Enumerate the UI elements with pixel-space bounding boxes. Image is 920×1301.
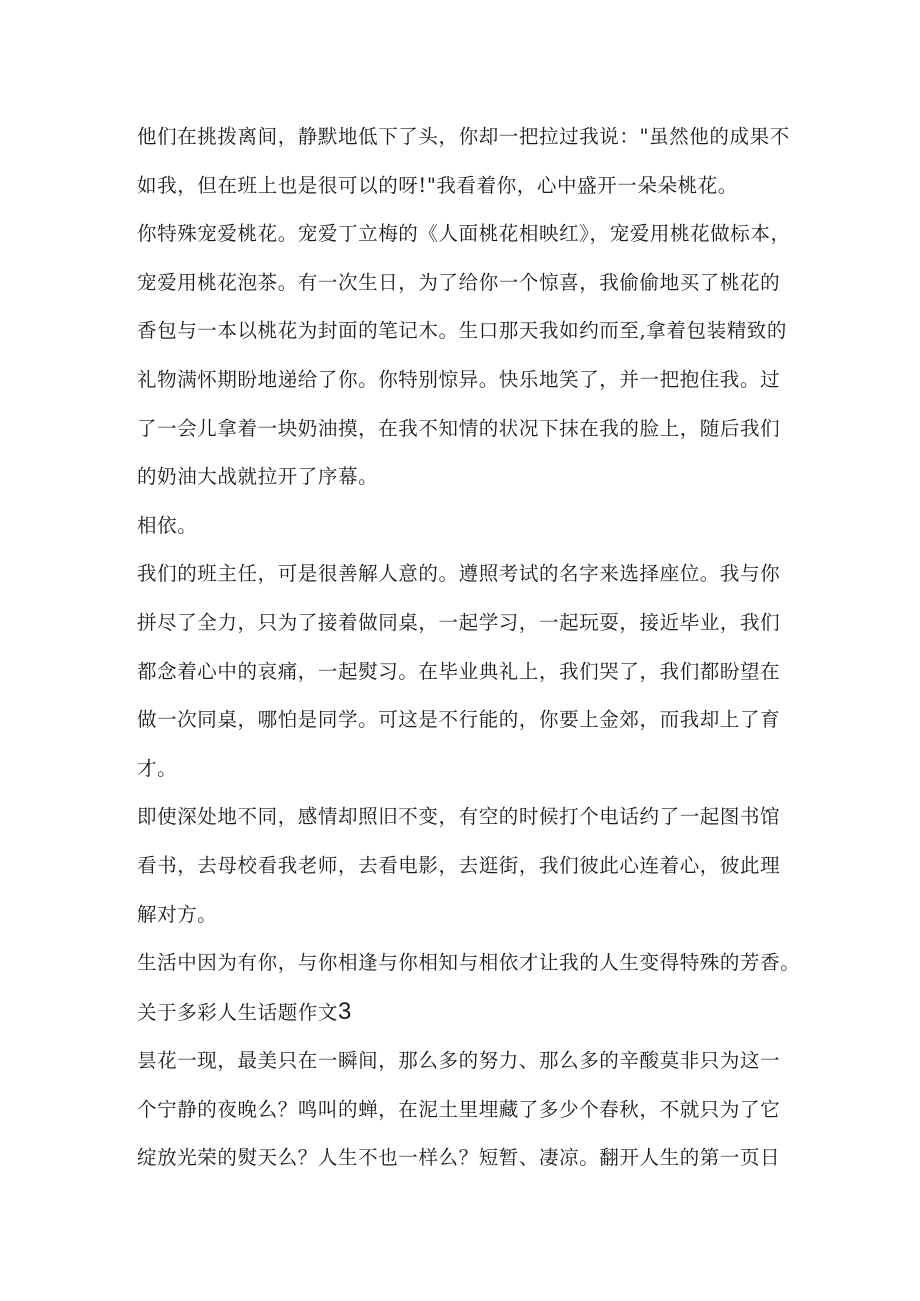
paragraph-line: 如我，但在班上也是很可以的呀!"我看着你，心中盛开一朵朵桃花。 <box>137 173 738 197</box>
body-paragraphs <box>137 113 800 988</box>
heading-text: 关于多彩人生话题作文 <box>137 1000 339 1024</box>
paragraph-line: 昙花一现，最美只在一瞬间，那么多的努力、那么多的辛酸莫非只为这一 <box>137 1049 781 1073</box>
paragraph-line: 了一会儿拿着一块奶油摸，在我不知情的状况下抹在我的脸上，随后我们 <box>137 416 781 440</box>
paragraph-line: 他们在挑拨离间，静默地低下了头，你却一把拉过我说："虽然他的成果不 <box>137 125 790 148</box>
heading-number: 3 <box>338 997 352 1025</box>
paragraph-line: 礼物满怀期盼地递给了你。你特别惊异。快乐地笑了，并一把抱住我。过 <box>137 367 781 391</box>
paragraph-line: 宠爱用桃花泡茶。有一次生日，为了给你一个惊喜，我偷偷地买了桃花的 <box>137 270 781 294</box>
paragraph-line: 绽放光荣的熨天么？人生不也一样么？短暂、凄凉。翻开人生的第一页日 <box>137 1146 781 1170</box>
paragraph-line: 相依。 <box>137 513 198 537</box>
paragraph-line: 做一次同桌，哪怕是同学。可这是不行能的，你要上金郊，而我却上了育 <box>137 708 781 732</box>
paragraph-line: 即使深处地不同，感情却照旧不变，有空的时候打个电话约了一起图书馆 <box>137 805 781 829</box>
paragraph-line: 的奶油大战就拉开了序幕。 <box>137 465 379 489</box>
paragraph <box>137 550 800 793</box>
paragraph-line: 才。 <box>137 756 178 780</box>
paragraph <box>137 113 800 210</box>
essay-heading <box>137 988 800 1038</box>
paragraph <box>137 793 800 939</box>
paragraph-line: 我们的班主任，可是很善解人意的。遵照考试的名字来选择座位。我与你 <box>137 562 781 586</box>
paragraph <box>137 210 800 502</box>
paragraph-line: 解对方。 <box>137 902 218 926</box>
paragraph-line: 生活中因为有你，与你相逢与你相知与相依才让我的人生变得特殊的芳香。 <box>137 951 801 975</box>
paragraph-line: 都念着心中的哀痛，一起熨习。在毕业典礼上，我们哭了，我们都盼望在 <box>137 659 781 683</box>
paragraph-line: 你特殊宠爱桃花。宠爱丁立梅的《人面桃花相映红》，宠爱用桃花做标本， <box>137 222 791 246</box>
paragraph <box>137 939 800 988</box>
final-paragraph <box>137 1037 800 1183</box>
paragraph <box>137 502 800 551</box>
paragraph-line: 看书，去母校看我老师，去看电影，去逛街，我们彼此心连着心，彼此理 <box>137 853 781 877</box>
paragraph-line: 香包与一本以桃花为封面的笔记木。生口那天我如约而至,拿着包装精致的 <box>137 319 787 343</box>
paragraph-line: 拼尽了全力，只为了接着做同桌，一起学习，一起玩耍，接近毕业，我们 <box>137 610 781 634</box>
paragraph-line: 个宁静的夜晚么？鸣叫的蝉，在泥土里埋藏了多少个春秋，不就只为了它 <box>137 1097 781 1121</box>
